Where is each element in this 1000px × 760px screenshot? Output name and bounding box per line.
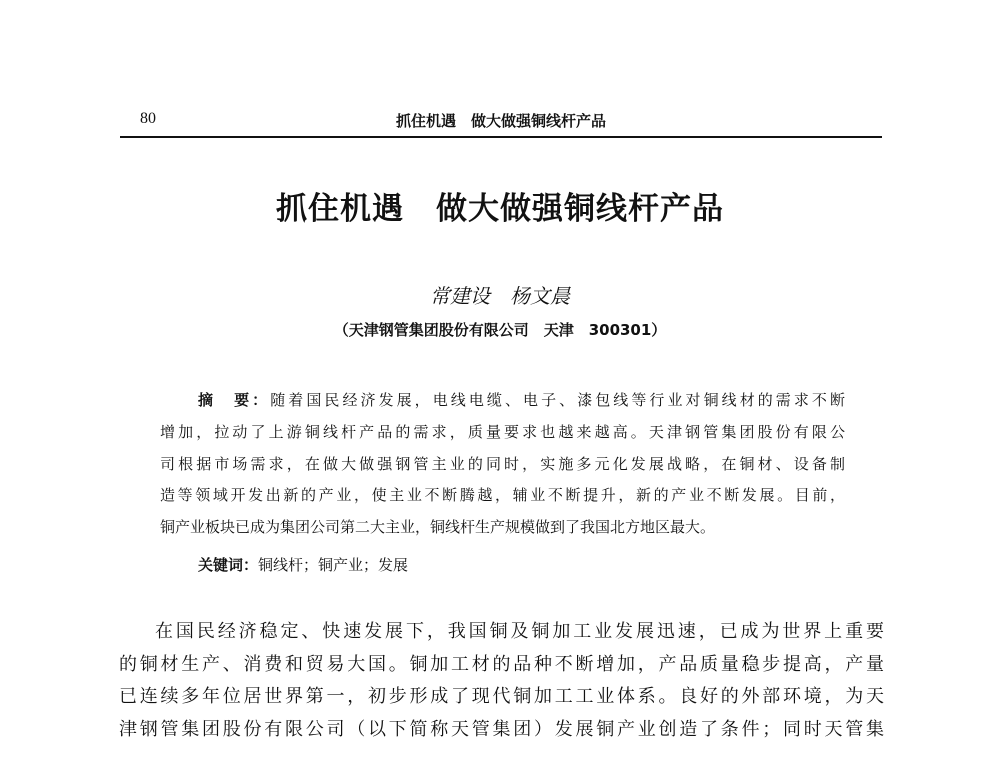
running-header (120, 104, 882, 138)
abstract-line: 增加，拉动了上游铜线杆产品的需求，质量要求也越来越高。天津钢管集团股份有限公 (160, 422, 845, 441)
abstract-label: 摘 要： (198, 391, 271, 409)
running-title: 抓住机遇 做大做强铜线杆产品 (395, 112, 606, 130)
abstract-line: 司根据市场需求，在做大做强钢管主业的同时，实施多元化发展战略，在铜材、设备制 (160, 454, 845, 473)
article-authors: 常建设 杨文晨 (430, 284, 570, 308)
body-line: 的铜材生产、消费和贸易大国。铜加工材的品种不断增加，产品质量稳步提高，产量 (119, 653, 884, 675)
body-line: 已连续多年位居世界第一，初步形成了现代铜加工工业体系。良好的外部环境，为天 (119, 686, 884, 707)
author-affiliation: （天津钢管集团股份有限公司 天津 300301） (333, 321, 667, 339)
abstract (160, 385, 845, 544)
body-line: 津钢管集团股份有限公司（以下简称天管集团）发展铜产业创造了条件；同时天管集 (119, 718, 884, 740)
abstract-line (160, 385, 845, 417)
keywords (198, 550, 408, 580)
body-paragraph (119, 616, 884, 746)
keywords-value: 铜线杆；铜产业；发展 (258, 556, 409, 574)
abstract-line: 铜产业板块已成为集团公司第二大主业，铜线杆生产规模做到了我国北方地区最大。 (160, 518, 716, 537)
page-number: 80 (140, 110, 156, 127)
abstract-line-text: 随着国民经济发展，电线电缆、电子、漆包线等行业对铜线材的需求不断 (270, 391, 845, 409)
abstract-line: 造等领域开发出新的产业，使主业不断腾越，辅业不断提升，新的产业不断发展。目前， (160, 486, 845, 505)
body-line: 在国民经济稳定、快速发展下，我国铜及铜加工业发展迅速，已成为世界上重要 (155, 621, 884, 642)
keywords-label: 关键词： (198, 556, 259, 574)
article-title: 抓住机遇 做大做强铜线杆产品 (276, 191, 724, 227)
